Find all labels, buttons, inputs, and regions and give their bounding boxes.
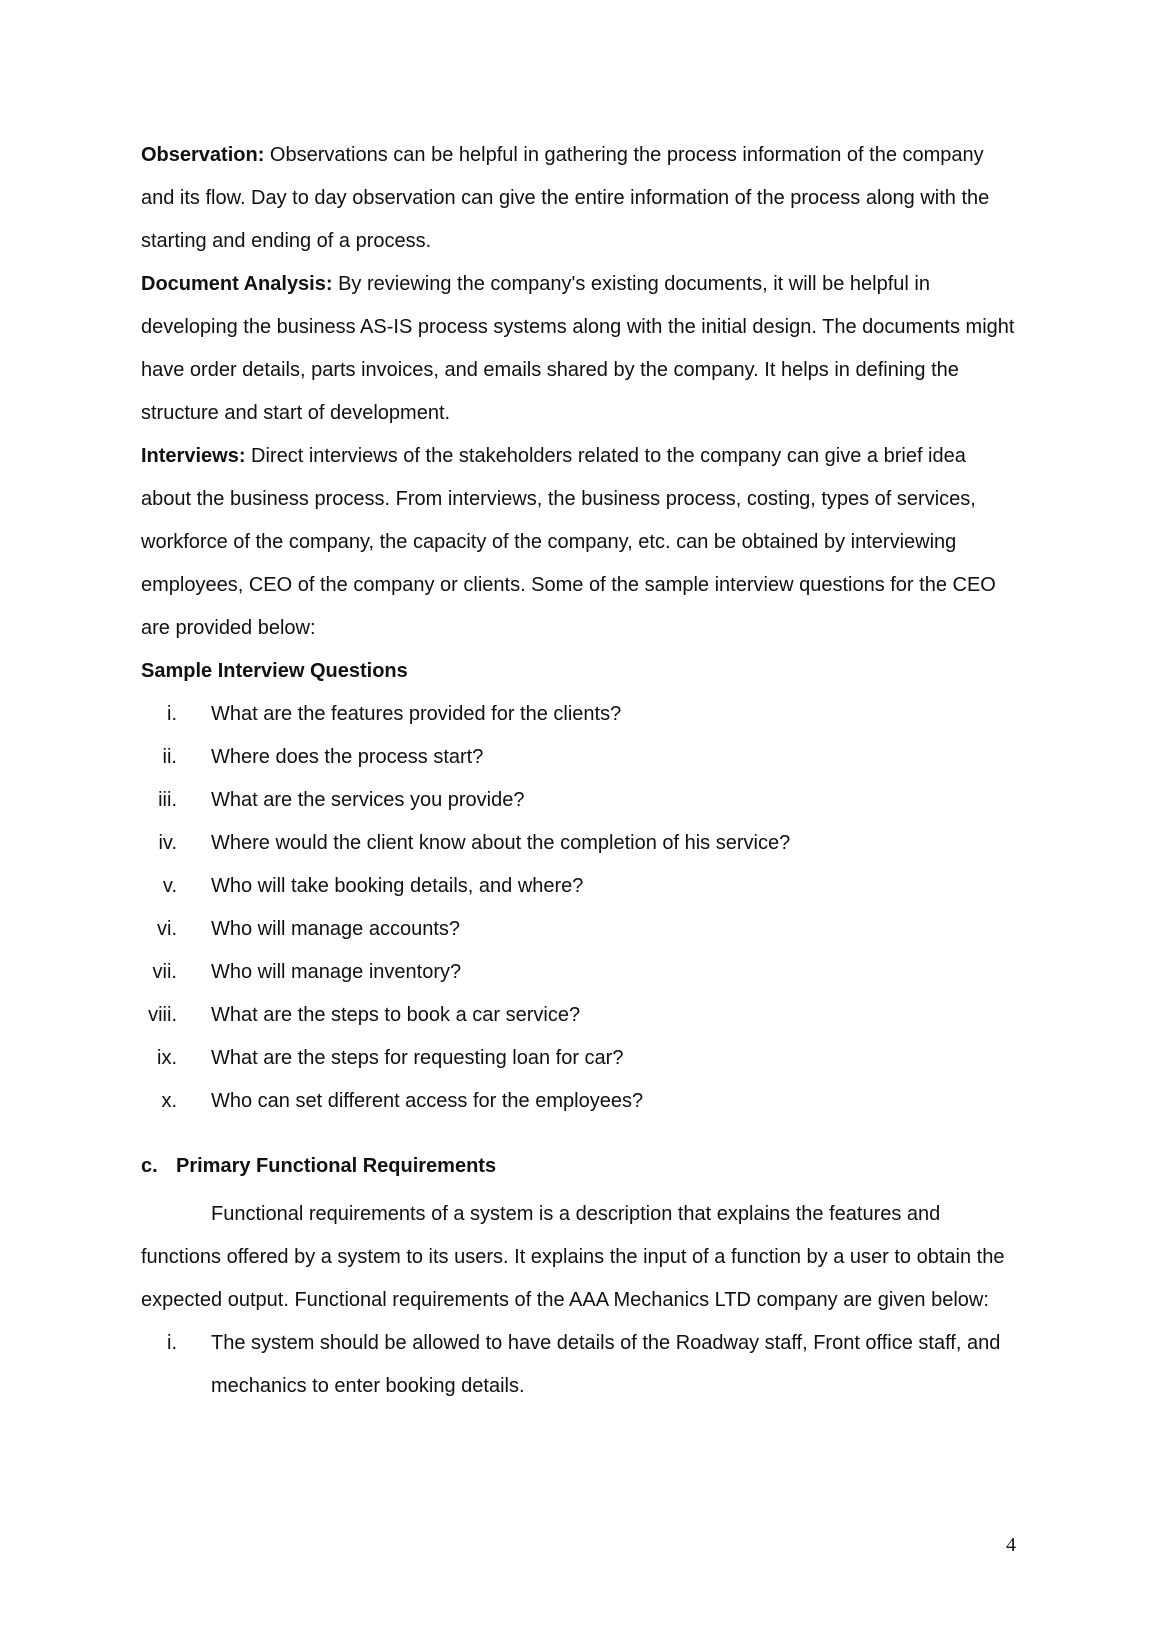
interviews-paragraph — [141, 435, 1021, 650]
sample-questions-heading: Sample Interview Questions — [141, 660, 408, 682]
list-item-number: ix. — [157, 1047, 177, 1069]
list-item-number: viii. — [148, 1004, 177, 1026]
list-item-number: vi. — [157, 918, 177, 940]
list-item — [141, 994, 1021, 1037]
list-item-text: What are the steps to book a car service? — [211, 1004, 581, 1026]
document-analysis-paragraph — [141, 263, 1021, 435]
list-item — [141, 1322, 1021, 1408]
list-item-text: What are the services you provide? — [211, 789, 525, 811]
section-c-intro: Functional requirements of a system is a description that explains the features and functions offered by a system to its users. It explains the input of a function by a user to obtain the expected output. Functional requirements of the AAA Mechanics LTD company are given below: — [141, 1203, 1005, 1311]
list-item-number: iii. — [158, 789, 177, 811]
section-c-letter: c. — [141, 1155, 158, 1177]
list-item-number: i. — [167, 1332, 177, 1354]
section-c-heading — [141, 1145, 1021, 1188]
observation-text: Observations can be helpful in gathering the process information of the company and its flow. Day to day observation can give the entire information of the process along with the starting and ending of a process. — [141, 144, 990, 252]
interviews-label: Interviews: — [141, 445, 246, 467]
list-item-number: vii. — [152, 961, 177, 983]
list-item-text: Where would the client know about the completion of his service? — [211, 832, 791, 854]
list-item — [141, 779, 1021, 822]
list-item-number: v. — [162, 875, 177, 897]
list-item-text: Who will manage accounts? — [211, 918, 461, 940]
observation-paragraph — [141, 134, 1021, 263]
list-item-text: What are the features provided for the clients? — [211, 703, 622, 725]
interviews-text: Direct interviews of the stakeholders related to the company can give a brief idea about the business process. From interviews, the business process, costing, types of services, workforce of the company, the capacity of the company, etc. can be obtained by interviewing employees, CEO of the company or clients. Some of the sample interview questions for the CEO are provided below: — [141, 445, 996, 639]
sample-questions-list — [141, 693, 1021, 1123]
list-item — [141, 1037, 1021, 1080]
list-item — [141, 865, 1021, 908]
document-analysis-label: Document Analysis: — [141, 273, 333, 295]
list-item-text: Who can set different access for the employees? — [211, 1090, 644, 1112]
list-item-text: Who will take booking details, and where? — [211, 875, 584, 897]
list-item — [141, 736, 1021, 779]
list-item — [141, 951, 1021, 994]
document-analysis-text: By reviewing the company's existing documents, it will be helpful in developing the business AS-IS process systems along with the initial design. The documents might have order details, parts invoices, and emails shared by the company. It helps in defining the structure and start of development. — [141, 273, 1015, 424]
functional-requirements-list — [141, 1322, 1021, 1408]
list-item-text: What are the steps for requesting loan for car? — [211, 1047, 624, 1069]
page-content — [141, 134, 1021, 1408]
page-number: 4 — [1006, 1534, 1016, 1556]
list-item — [141, 822, 1021, 865]
section-c-title: Primary Functional Requirements — [176, 1155, 497, 1177]
list-item — [141, 693, 1021, 736]
observation-label: Observation: — [141, 144, 265, 166]
list-item-number: x. — [161, 1090, 177, 1112]
list-item-text: Where does the process start? — [211, 746, 484, 768]
list-item — [141, 908, 1021, 951]
list-item-number: iv. — [158, 832, 177, 854]
list-item-number: ii. — [162, 746, 177, 768]
list-item-number: i. — [167, 703, 177, 725]
list-item-text: Who will manage inventory? — [211, 961, 462, 983]
list-item-text: The system should be allowed to have details of the Roadway staff, Front office staff, and mechanics to enter booking details. — [211, 1332, 1001, 1397]
list-item — [141, 1080, 1021, 1123]
